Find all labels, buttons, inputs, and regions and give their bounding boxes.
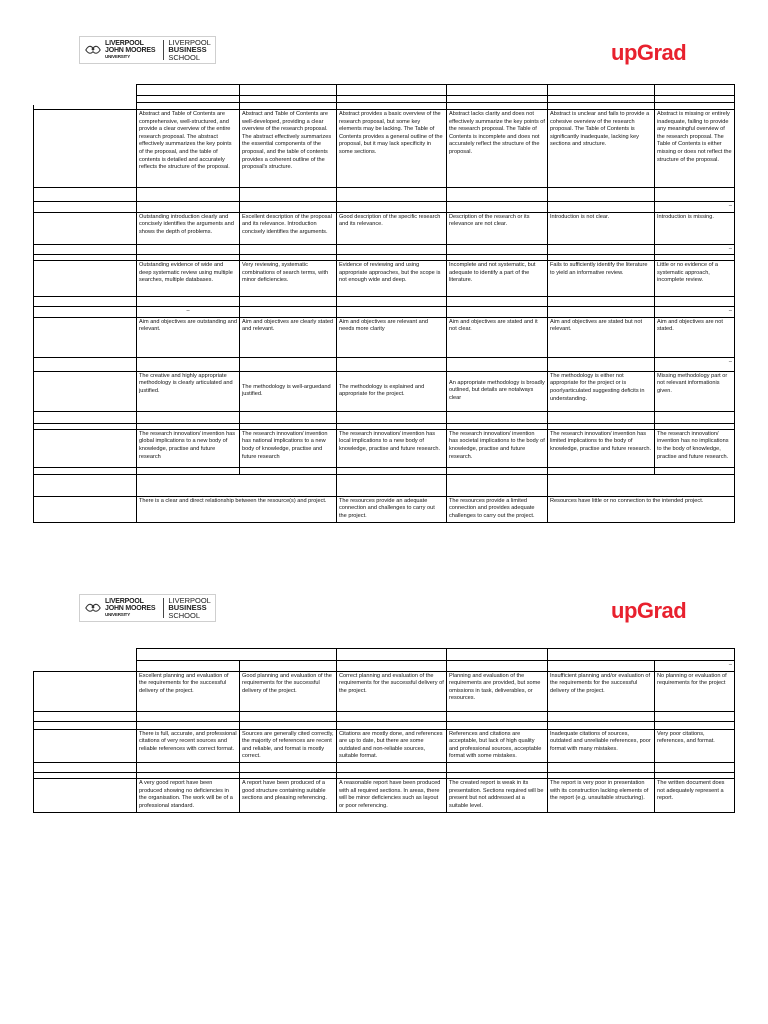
- rubric-cell: A report have been produced of a good structure containing suitable sections and pleasing referencing.: [240, 778, 337, 812]
- rubric-cell: The research innovation/ invention has global implications to a new body of knowledge, practise and future research: [137, 429, 240, 467]
- rubric-row-planning: [34, 671, 735, 711]
- rubric-cell: Aim and objectives are not stated.: [655, 317, 735, 357]
- university-line-1: LIVERPOOL: [105, 40, 144, 47]
- rubric-cell: Aim and objectives are stated but not relevant.: [548, 317, 655, 357]
- rubric-cell: A very good report have been produced showing no deficiencies in the organisation. The work will be of a professional standard.: [137, 778, 240, 812]
- ljmu-crest-icon: [84, 599, 102, 617]
- university-line-2: JOHN MOORES: [105, 605, 156, 612]
- rubric-cell: Outstanding evidence of wide and deep systematic review using multiple searches, multiple databases.: [137, 261, 240, 297]
- rubric-cell: The created report is weak in its presentation. Sections required will be present but not addressed at a suitable level.: [447, 778, 548, 812]
- rubric-cell: Very reviewing, systematic combinations of search terms, with minor deficiencies.: [240, 261, 337, 297]
- rubric-cell: Correct planning and evaluation of the requirements for the successful delivery of the project.: [337, 671, 447, 711]
- dash-mark: –: [655, 661, 735, 672]
- criterion-label: [34, 671, 137, 711]
- rubric-cell: Outstanding introduction clearly and concisely identifies the arguments and shows the depth of problems.: [137, 212, 240, 244]
- school-line-1: LIVERPOOL: [168, 595, 211, 605]
- rubric-cell: Insufficient planning and/or evaluation of the requirements for the successful delivery of the project.: [548, 671, 655, 711]
- rubric-cell: The report is very poor in presentation with its construction lacking elements of the report (e.g. unsuitable structuring).: [548, 778, 655, 812]
- rubric-cell: References and citations are acceptable, but lack of high quality and professional sources, acceptable format with some mistakes.: [447, 729, 548, 762]
- rubric-cell: The written document does not adequately represent a report.: [655, 778, 735, 812]
- rubric-cell: The research innovation/ invention has no implications to the body of knowledge, practise and future research.: [655, 429, 735, 467]
- university-line-3: UNIVERSITY: [105, 612, 131, 617]
- rubric-cell: Good planning and evaluation of the requirements for the successful delivery of the project.: [240, 671, 337, 711]
- ljmu-logo: [79, 594, 216, 622]
- logo-divider: [163, 598, 164, 618]
- rubric-cell: Description of the research or its relevance are not clear.: [447, 212, 548, 244]
- university-line-3: UNIVERSITY: [105, 54, 131, 59]
- criterion-label: [34, 729, 137, 762]
- school-line-2: BUSINESS: [168, 45, 207, 55]
- rubric-cell: The creative and highly appropriate methodology is clearly articulated and justified.: [137, 371, 240, 411]
- school-name: [168, 597, 211, 620]
- upgrad-logo: upGrad: [611, 40, 687, 65]
- rubric-cell: Aim and objectives are clearly stated and relevant.: [240, 317, 337, 357]
- university-line-1: LIVERPOOL: [105, 598, 144, 605]
- rubric-cell: An appropriate methodology is broadly outlined, but details are notalways clear: [447, 371, 548, 411]
- school-line-1: LIVERPOOL: [168, 37, 211, 47]
- rubric-cell: Excellent description of the proposal and its relevance. Introduction concisely identifies the arguments.: [240, 212, 337, 244]
- rubric-cell: Excellent planning and evaluation of the requirements for the successful delivery of the project.: [137, 671, 240, 711]
- school-line-2: BUSINESS: [168, 603, 207, 613]
- rubric-cell: The methodology is well-arguedand justified.: [240, 371, 337, 411]
- rubric-cell: Inadequate citations of sources, outdated and unreliable references, poor format with many mistakes.: [548, 729, 655, 762]
- rubric-cell: The resources provide an adequate connection and challenges to carry out the project.: [337, 496, 447, 522]
- header-row: [34, 649, 735, 661]
- rubric-cell: Abstract is missing or entirely inadequate, failing to provide any meaningful overview of the research proposal. The Table of Contents is either missing or does not reflect the structure of the proposal.: [655, 110, 735, 188]
- rubric-row-references: [34, 729, 735, 762]
- dash-mark: –: [137, 307, 240, 318]
- school-line-3: SCHOOL: [168, 52, 200, 62]
- grade-header: [548, 649, 735, 661]
- rubric-cell: Abstract provides a basic overview of the research proposal, but some key elements may be lacking. The Table of Contents provides a general outline of the proposal, but it may lack specificity in some sections.: [337, 110, 447, 188]
- rubric-cell: Evidence of reviewing and using appropriate approaches, but the scope is not enough wide and deep.: [337, 261, 447, 297]
- rubric-table-2: [33, 648, 735, 813]
- rubric-cell: A reasonable report have been produced with all required sections. In areas, there will be minor deficiencies such as layout or poor referencing.: [337, 778, 447, 812]
- rubric-cell: Very poor citations, references, and format.: [655, 729, 735, 762]
- rubric-cell: Aim and objectives are outstanding and relevant.: [137, 317, 240, 357]
- school-line-3: SCHOOL: [168, 610, 200, 620]
- dash-mark: –: [655, 244, 735, 255]
- rubric-cell: Citations are mostly done, and references are up to date, but there are some outdated and non-reliable sources, suitable format.: [337, 729, 447, 762]
- rubric-cell: The research innovation/ invention has societal implications to the body of knowledge, practise and future research.: [447, 429, 548, 467]
- rubric-cell: Abstract is unclear and fails to provide a cohesive overview of the research proposal. The Table of Contents is significantly inadequate, lacking key sections and structure.: [548, 110, 655, 188]
- grade-header: [137, 649, 337, 661]
- dash-mark: –: [655, 357, 735, 371]
- grade-header: [447, 649, 548, 661]
- rubric-cell: The research innovation/ invention has national implications to a new body of knowledge, practise and future research: [240, 429, 337, 467]
- rubric-cell: Abstract and Table of Contents are well-developed, providing a clear overview of the research proposal. The abstract effectively summarizes the essential components of the proposal, and the table of contents provides a coherent outline of the proposal's structure.: [240, 110, 337, 188]
- rubric-cell: The methodology is explained and appropriate for the project.: [337, 371, 447, 411]
- rubric-cell: Aim and objectives are relevant and needs more clarity: [337, 317, 447, 357]
- dash-mark: –: [655, 202, 735, 213]
- rubric-cell: Aim and objectives are stated and it not clear.: [447, 317, 548, 357]
- rubric-cell: Incomplete and not systematic, but adequate to identify a part of the literature.: [447, 261, 548, 297]
- rubric-cell: Sources are generally cited correctly, the majority of references are recent and reliable, and format is mostly correct.: [240, 729, 337, 762]
- rubric-cell: The methodology is either not appropriate for the project or is poorlyarticulated suggesting deficits in understanding.: [548, 371, 655, 411]
- rubric-cell: Abstract and Table of Contents are comprehensive, well-structured, and provide a clear overview of the entire research proposal. The abstract effectively summarizes the key points of the proposal, and the table of contents is detailed and accurately reflects the structure of the proposal.: [137, 110, 240, 188]
- university-line-2: JOHN MOORES: [105, 47, 156, 54]
- rubric-row-report: [34, 778, 735, 812]
- rubric-cell: Introduction is missing.: [655, 212, 735, 244]
- rubric-cell: Little or no evidence of a systematic approach, incomplete review.: [655, 261, 735, 297]
- rubric-cell: There is a clear and direct relationship between the resource(s) and project.: [137, 496, 337, 522]
- criterion-label: [34, 778, 137, 812]
- rubric-cell: Good description of the specific research and its relevance.: [337, 212, 447, 244]
- rubric-cell: The research innovation/ invention has local implications to a new body of knowledge, practise and future research.: [337, 429, 447, 467]
- rubric-cell: No planning or evaluation of requirements for the project: [655, 671, 735, 711]
- upgrad-logo: upGrad: [611, 598, 687, 623]
- rubric-cell: Introduction is not clear.: [548, 212, 655, 244]
- criteria-header: [34, 649, 137, 661]
- rubric-cell: There is full, accurate, and professional citations of very recent sources and reliable references with correct format.: [137, 729, 240, 762]
- rubric-cell: Fails to sufficiently identify the literature to yield an informative review.: [548, 261, 655, 297]
- rubric-cell: Missing methodology part or not relevant informationis given.: [655, 371, 735, 411]
- grade-header: [337, 649, 447, 661]
- university-name: [105, 598, 155, 618]
- dash-mark: –: [655, 307, 735, 318]
- rubric-cell: The research innovation/ invention has limited implications to the body of knowledge, practise and future research.: [548, 429, 655, 467]
- rubric-cell: Abstract lacks clarity and does not effectively summarize the key points of the research proposal. The Table of Contents is incomplete and does not accurately reflect the structure of the proposal.: [447, 110, 548, 188]
- rubric-cell: The resources provide a limited connection and provides adequate challenges to carry out the project.: [447, 496, 548, 522]
- rubric-cell: Resources have little or no connection to the intended project.: [548, 496, 735, 522]
- rubric-cell: Planning and evaluation of the requirements are provided, but some omissions in task, deliverables, or resources.: [447, 671, 548, 711]
